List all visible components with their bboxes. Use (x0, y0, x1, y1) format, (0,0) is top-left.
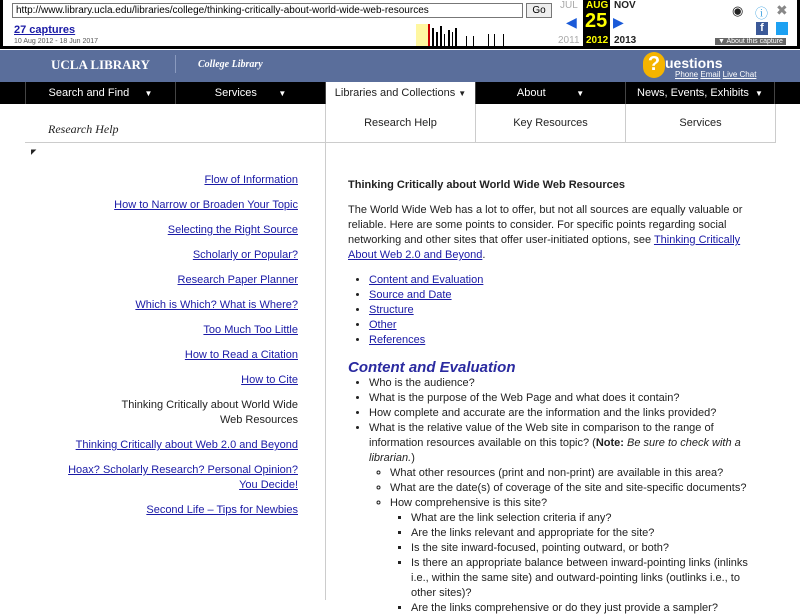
intro-paragraph: The World Wide Web has a lot to offer, but not all sources are equally valuable or reliable. Here are some points to consider. For specific points regarding social networking and other sites that offer user-initiated options, see Thinking Critically About Web 2.0 and Beyond. (348, 204, 743, 261)
user-icon[interactable]: ◉ (732, 3, 744, 18)
captures-range: 10 Aug 2012 - 18 Jun 2017 (14, 38, 99, 45)
nav-news-events-exhibits[interactable]: News, Events, Exhibits ▼ (625, 82, 775, 104)
sidebar-link[interactable]: How to Cite (241, 374, 298, 386)
subnav-research-help[interactable]: Research Help (325, 104, 475, 143)
subnav-key-resources[interactable]: Key Resources (475, 104, 625, 143)
toc-link[interactable]: Structure (369, 304, 414, 316)
sidebar-link[interactable]: Which is Which? What is Where? (135, 299, 298, 311)
toc-link[interactable]: Other (369, 319, 397, 331)
list-item: • Who is the audience? (369, 376, 768, 391)
phone-link[interactable]: Phone (675, 70, 699, 79)
sidebar-link[interactable]: Research Paper Planner (177, 274, 298, 286)
section-heading: Content and Evaluation (348, 359, 516, 376)
current-month: AUG (586, 0, 609, 11)
current-day: 25 (585, 10, 608, 32)
main-content (348, 178, 768, 616)
go-button[interactable]: Go (526, 3, 552, 18)
sidebar-link[interactable]: How to Read a Citation (184, 349, 298, 361)
sidebar-current-item: Thinking Critically about World Wide Web Resources (121, 399, 298, 426)
list-item: ▪ Is there an appropriate balance between inward-pointing links (inlinks i.e., within the same site) and outward-pointing links (outlinks i.e., to other sites)? (411, 556, 768, 601)
current-year: 2012 (586, 35, 609, 46)
list-item: ▪ Are the links comprehensive or do they just provide a sampler? (411, 601, 768, 616)
list-item: ◦ What are the date(s) of coverage of the site and site-specific documents? (390, 481, 768, 496)
list-item: • What is the relative value of the Web site in comparison to the range of information resources available on this topic? (Note: Be sure to check with a librarian.) ◦ What other resources (print and non-print) are available in this area? ◦ What are the date(s) of coverage of the site and site-specific documents? ◦ How comprehensive is this site? ▪ What are the link selection criteria if any? ▪ Are the links relevant and appropriate for the site? ▪ Is the site inward-focused, pointing outward, or both? ▪ Is there an appropriate balance between inward-pointing links (inlinks i.e., within the same site) and outward-pointing links (outlinks i.e., to other sites)? ▪ Are the links comprehensive or do they just provide a sampler? (369, 421, 768, 616)
next-year[interactable]: 2013 (614, 35, 637, 46)
site-header (0, 50, 800, 82)
subnav-services[interactable]: Services (625, 104, 776, 143)
prev-year[interactable]: 2011 (558, 35, 580, 46)
sidebar-link[interactable]: Hoax? Scholarly Research? Personal Opinion? You Decide! (68, 464, 298, 491)
left-sidebar (0, 143, 326, 600)
sidebar-link[interactable]: Thinking Critically about Web 2.0 and Beyond (75, 439, 298, 451)
main-nav (0, 82, 800, 104)
sidebar-link[interactable]: Selecting the Right Source (167, 224, 298, 236)
questions-title: uestions (665, 55, 723, 71)
corner-arrow-icon: ◤ (31, 149, 37, 156)
next-arrow-icon[interactable]: ▶ (613, 14, 624, 30)
sidebar-link[interactable]: Second Life – Tips for Newbies (146, 504, 298, 516)
close-icon[interactable]: ✖ (776, 2, 788, 18)
prev-month[interactable]: JUL (560, 0, 578, 11)
prev-arrow-icon[interactable]: ◀ (566, 14, 577, 30)
nav-services[interactable]: Services ▼ (175, 82, 325, 104)
toc-link[interactable]: Content and Evaluation (369, 274, 484, 286)
about-capture-button[interactable]: ▼ About this capture (715, 38, 786, 45)
nav-libraries-and-collections[interactable]: Libraries and Collections ▼ (325, 82, 475, 104)
wayback-url-input[interactable] (12, 3, 523, 18)
section-title: Research Help (48, 122, 119, 136)
nav-about[interactable]: About ▼ (475, 82, 625, 104)
next-month[interactable]: NOV (614, 0, 636, 11)
toc-list (348, 273, 768, 348)
web20-link[interactable]: Thinking Critically About Web 2.0 and Beyond (348, 234, 741, 261)
questions-icon: ? (643, 52, 665, 78)
list-item: • How complete and accurate are the information and the links provided? (369, 406, 768, 421)
ucla-library-logo[interactable]: UCLA LIBRARY (51, 57, 150, 72)
list-item: ▪ What are the link selection criteria if any? (411, 511, 768, 526)
live-chat-link[interactable]: Live Chat (722, 70, 757, 79)
toc-link[interactable]: References (369, 334, 426, 346)
sidebar-link[interactable]: Too Much Too Little (203, 324, 298, 336)
sidebar-link[interactable]: Scholarly or Popular? (192, 249, 298, 261)
sidebar-link[interactable]: Flow of Information (204, 174, 298, 186)
content-list (348, 376, 768, 616)
email-link[interactable]: Email (700, 70, 721, 79)
wayback-toolbar (0, 0, 800, 49)
page-title: Thinking Critically about World Wide Web Resources (348, 179, 625, 191)
help-icon[interactable]: ⓘ (755, 6, 769, 21)
toc-link[interactable]: Source and Date (369, 289, 452, 301)
list-item: ▪ Is the site inward-focused, pointing outward, or both? (411, 541, 768, 556)
captures-link[interactable]: 27 captures (14, 24, 76, 36)
list-item: • What is the purpose of the Web Page and what does it contain? (369, 391, 768, 406)
college-library-title[interactable]: College Library (198, 59, 263, 70)
nav-search-and-find[interactable]: Search and Find ▼ (25, 82, 175, 104)
facebook-icon[interactable]: f (756, 22, 768, 35)
sidebar-link[interactable]: How to Narrow or Broaden Your Topic (114, 199, 298, 211)
list-item: ◦ How comprehensive is this site? ▪ What are the link selection criteria if any? ▪ Are the links relevant and appropriate for the site? ▪ Is the site inward-focused, pointing outward, or both? ▪ Is there an appropriate balance between inward-pointing links (inlinks i.e., within the same site) and outward-pointing links (outlinks i.e., to other sites)? ▪ Are the links comprehensive or do they just provide a sampler? (390, 496, 768, 616)
list-item: ◦ What other resources (print and non-print) are available in this area? (390, 466, 768, 481)
capture-sparkline[interactable] (103, 22, 553, 46)
twitter-icon[interactable] (776, 22, 788, 35)
list-item: ▪ Are the links relevant and appropriate for the site? (411, 526, 768, 541)
